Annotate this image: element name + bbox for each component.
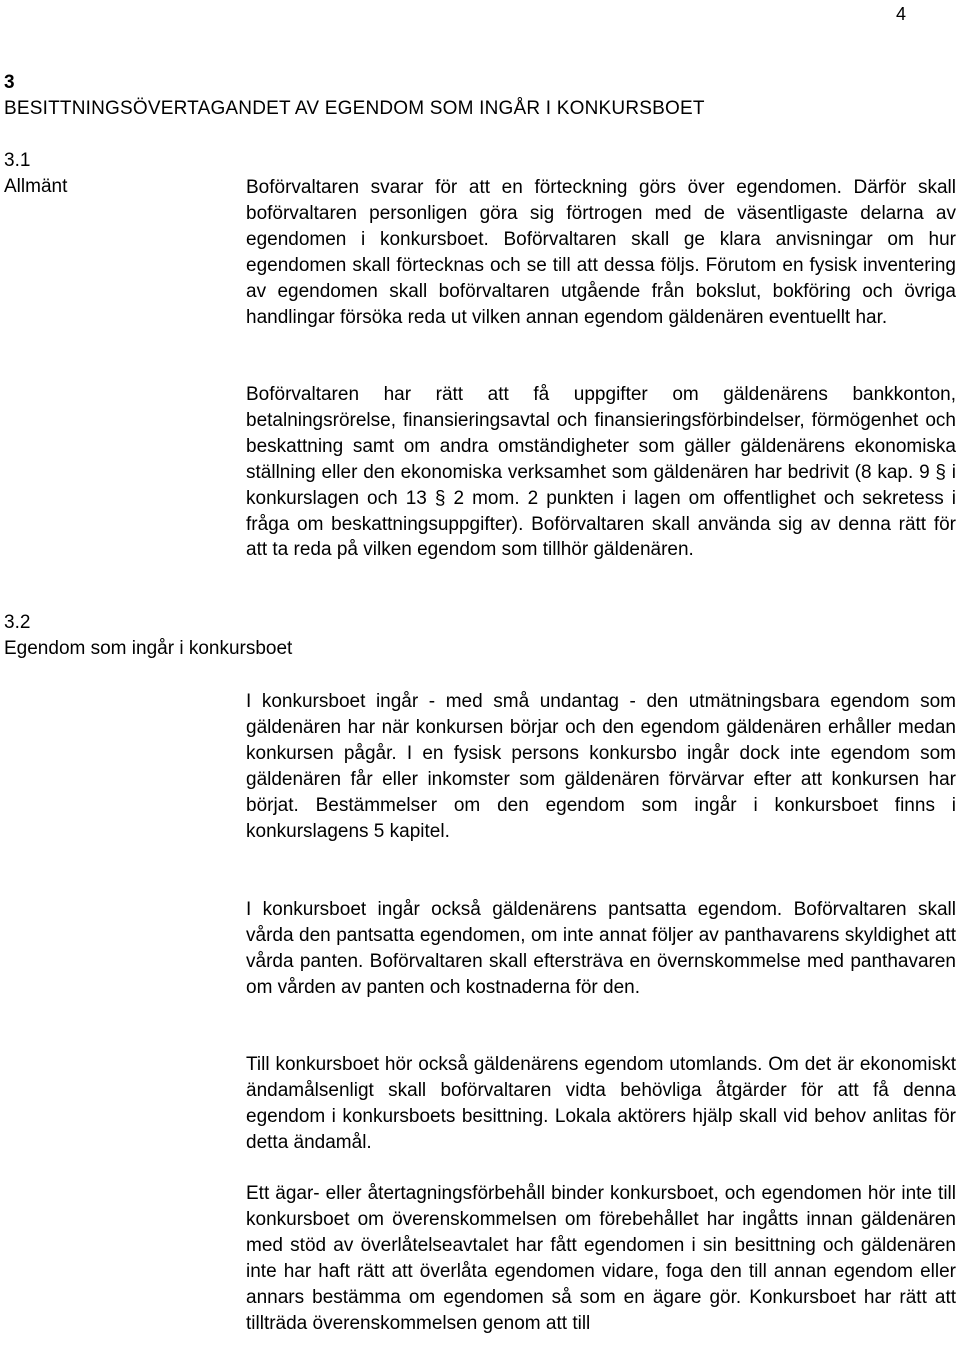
section-title-egendom: Egendom som ingår i konkursboet: [4, 638, 293, 659]
section-title-allmant: Allmänt: [4, 176, 68, 197]
chapter-title: BESITTNINGSÖVERTAGANDET AV EGENDOM SOM INGÅR I KONKURSBOET: [4, 98, 705, 119]
section-number-3-1: 3.1: [4, 150, 31, 171]
body-paragraph: Ett ägar- eller återtagningsförbehåll binder konkursboet, och egendomen hör inte till konkursboet om överenskommelsen om förebehållet har ingåtts innan gäldenären med stöd av överlåtelseavtalet har fått egendomen i sin besittning och gäldenären inte har haft rätt att överlåta egendomen vidare, foga den till annan egendom eller annars bestämma om egendomen så som en ägare gör. Konkursboet har rätt att tillträda överenskommelsen genom att till: [246, 1183, 956, 1334]
body-paragraph: I konkursboet ingår - med små undantag - den utmätningsbara egendom som gäldenären har när konkursen börjar och den egendom gäldenären erhåller medan konkursen pågår. I en fysisk persons konkursbo ingår dock inte egendom som gäldenären får eller inkomster som gäldenären förvärvar efter att konkursen har börjat. Bestämmelser om den egendom som ingår i konkursboet finns i konkurslagens 5 kapitel.: [246, 691, 956, 842]
body-paragraph: Boförvaltaren svarar för att en förteckning görs över egendomen. Därför skall boförvaltaren personligen göra sig förtrogen med de väsentligaste delarna av egendomen i konkursboet. Boförvaltaren skall ge klara anvisningar om hur egendomen skall förtecknas och se till att dessa följs. Förutom en fysisk inventering av egendomen skall boförvaltaren utgående från bokslut, bokföring och övriga handlingar försöka reda ut vilken annan egendom gäldenären eventuellt har.: [246, 177, 956, 328]
body-paragraph: I konkursboet ingår också gäldenärens pantsatta egendom. Boförvaltaren skall vårda den pantsatta egendomen, om inte annat följer av panthavarens skyldighet att vårda panten. Boförvaltaren skall eftersträva en övernskommelse med panthavaren om vården av panten och kostnaderna för den.: [246, 899, 956, 998]
chapter-number: 3: [4, 72, 15, 93]
section-number-3-2: 3.2: [4, 612, 31, 633]
page-number: 4: [895, 4, 906, 24]
body-paragraph: Boförvaltaren har rätt att få uppgifter om gäldenärens bankkonton, betalningsrörelse, finansieringsavtal och finansieringsförbindelser, förmögenhet och beskattning samt om andra omständigheter som gäller gäldenärens ekonomiska ställning eller den ekonomiska verksamhet som gäldenären har bedrivit (8 kap. 9 § i konkurslagen och 13 § 2 mom. 2 punkten i lagen om offentlighet och sekretess i fråga om beskattningsuppgifter). Boförvaltaren skall använda sig av denna rätt för att ta reda på vilken egendom som tillhör gäldenären.: [246, 384, 956, 561]
body-paragraph: Till konkursboet hör också gäldenärens egendom utomlands. Om det är ekonomiskt ändamålsenligt skall boförvaltaren vidta behövliga åtgärder för att få denna egendom i konkursboets besittning. Lokala aktörers hjälp skall vid behov anlitas för detta ändamål.: [246, 1054, 956, 1153]
